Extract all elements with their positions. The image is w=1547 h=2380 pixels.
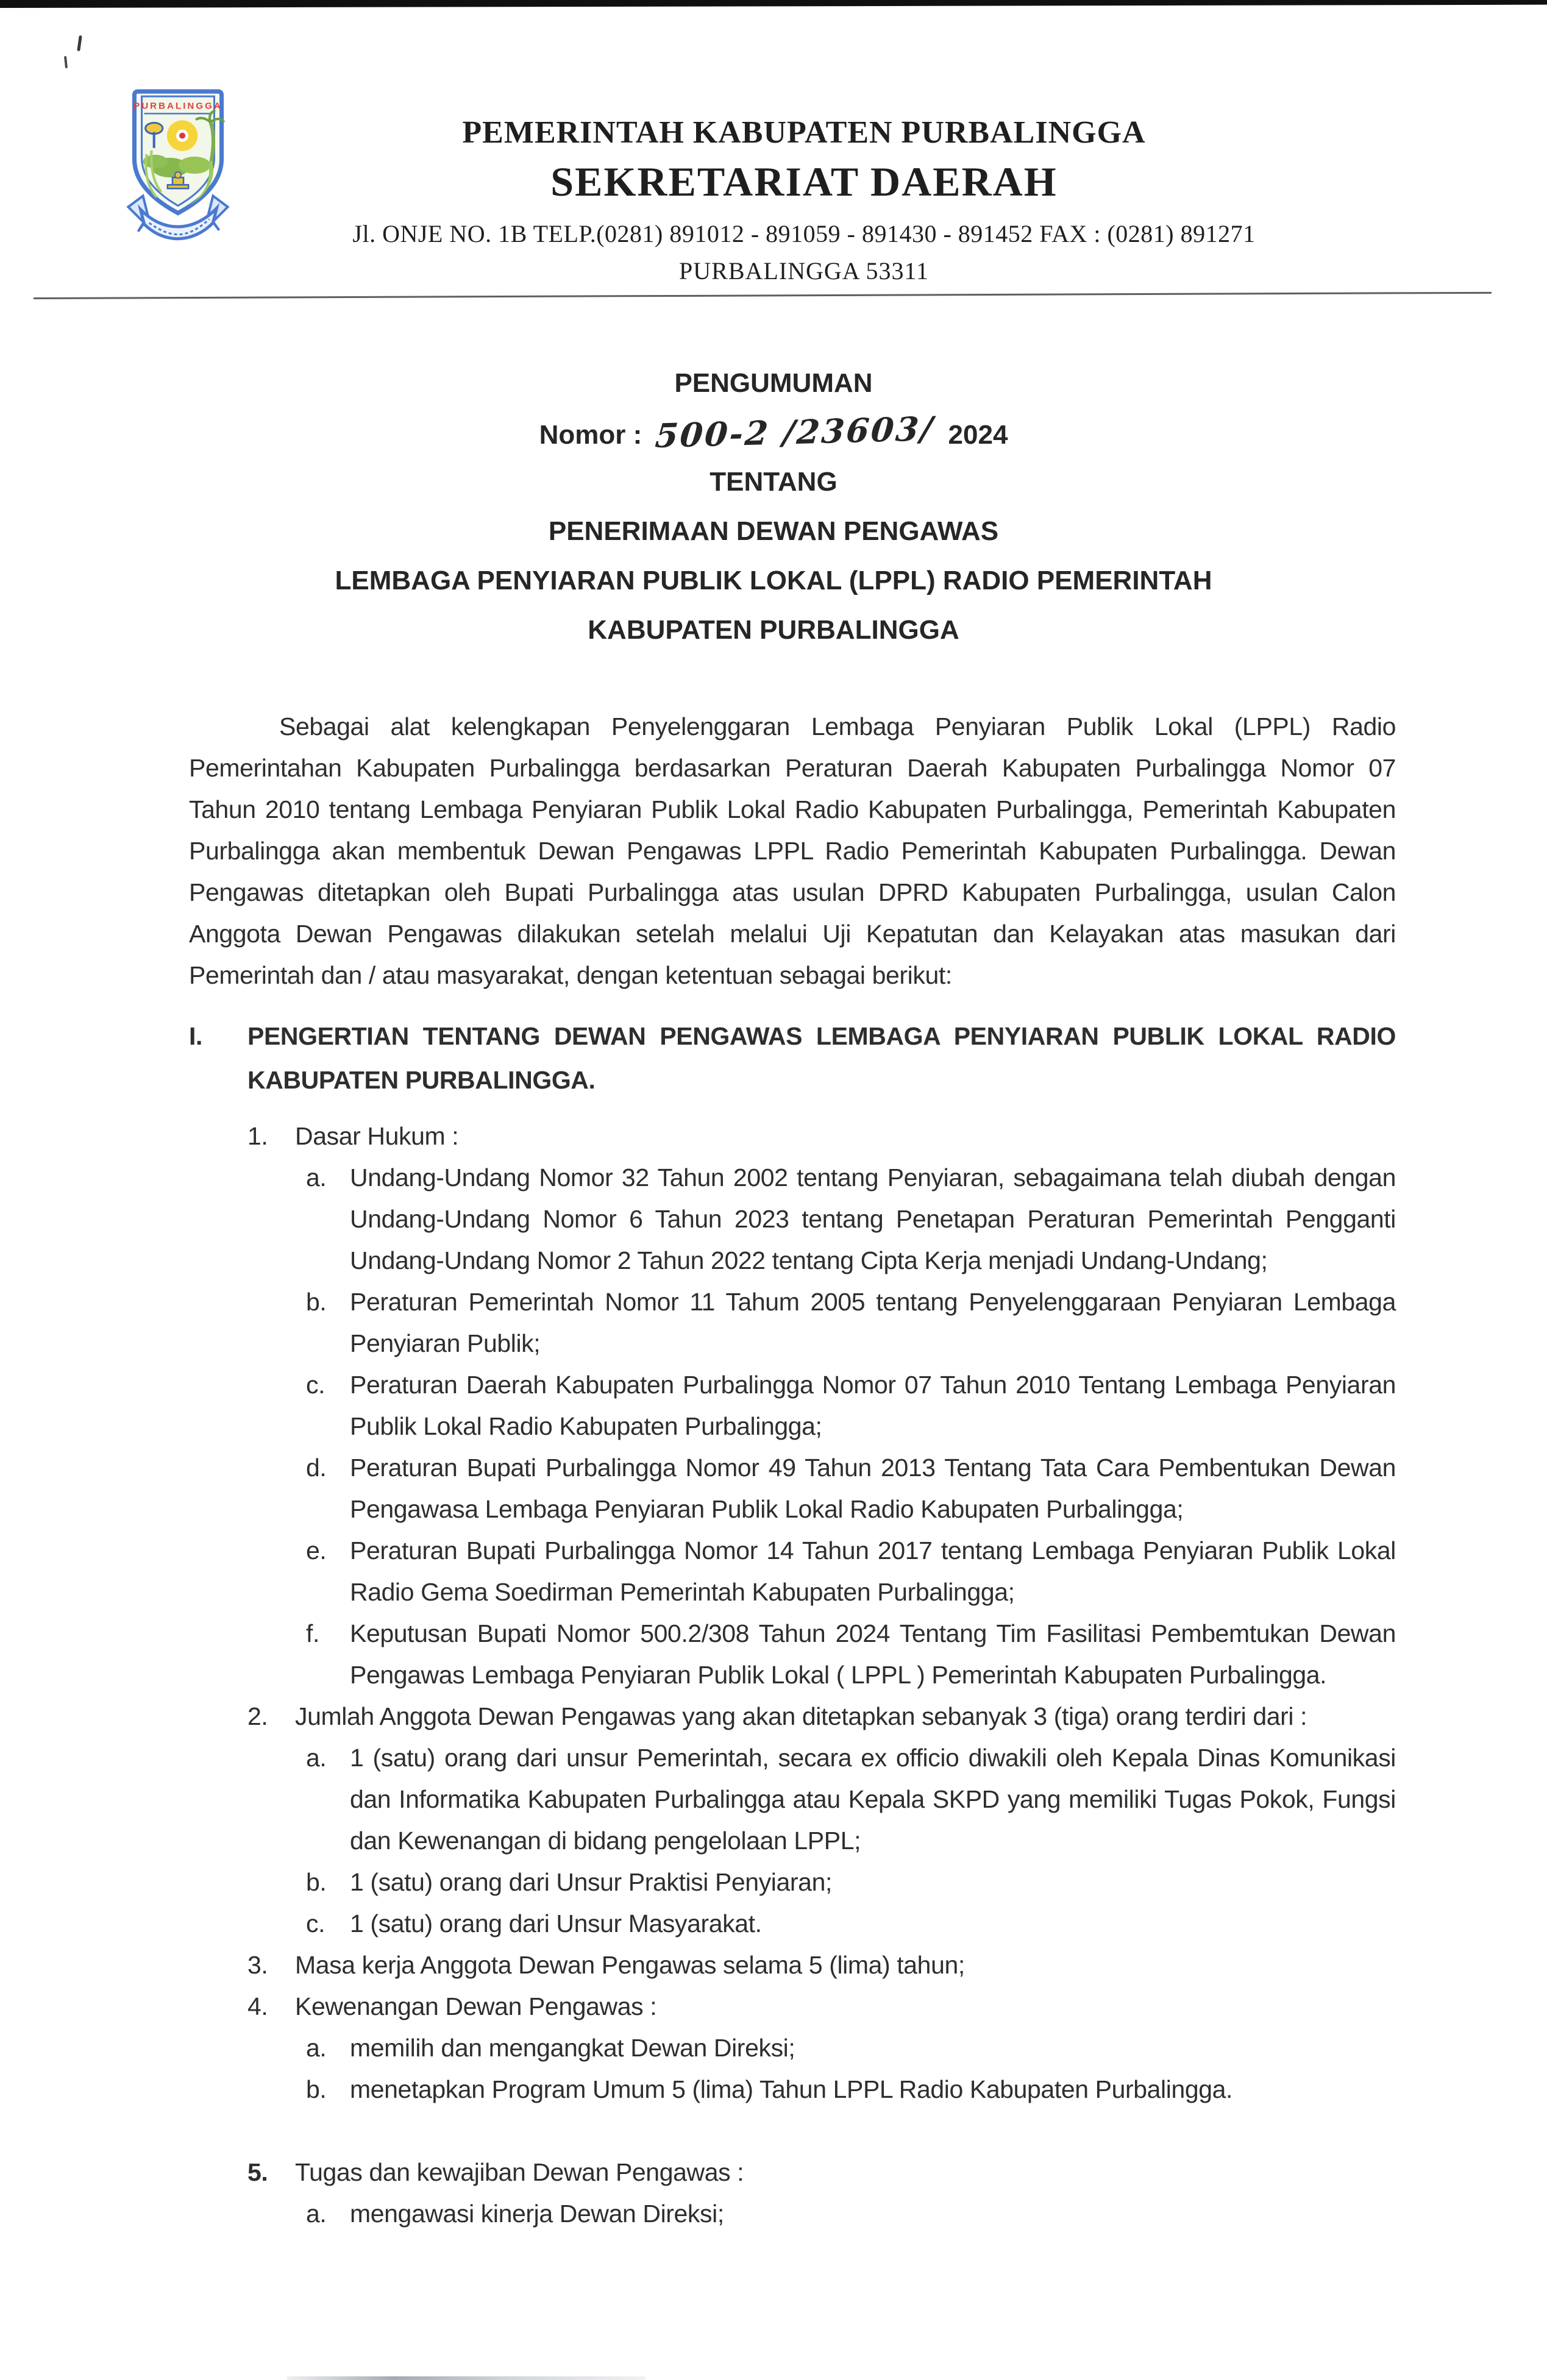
list-subitem [306,1364,1396,1447]
crest-banner-text: PURBALINGGA [133,101,222,112]
letterhead-government-line: PEMERINTAH KABUPATEN PURBALINGGA [462,115,1146,150]
list-subitem [306,1903,1396,1944]
scan-artifact-top-bar [0,0,1547,8]
purbalingga-crest-logo [119,87,236,245]
nomor-year: 2024 [948,420,1008,450]
list-item-text: Tugas dan kewajiban Dewan Pengawas : [295,2158,744,2186]
list-subitem-text: Peraturan Bupati Purbalingga Nomor 14 Tahun 2017 tentang Lembaga Penyiaran Publik Lokal Radio Gema Soedirman Pemerintah Kabupaten Purbalingga; [350,1536,1396,1606]
list-subitem-text: Peraturan Pemerintah Nomor 11 Tahum 2005 tentang Penyelenggaraan Penyiaran Lembaga Penyiaran Publik; [350,1288,1396,1357]
list-item-text: Masa kerja Anggota Dewan Pengawas selama 5 (lima) tahun; [295,1951,965,1979]
list-subitem-text: mengawasi kinerja Dewan Direksi; [350,2200,724,2228]
list-item-label: 3. [247,1951,268,1979]
list-subitem-label: a. [306,1163,327,1192]
list-subitem-text: Keputusan Bupati Nomor 500.2/308 Tahun 2024 Tentang Tim Fasilitasi Pembemtukan Dewan Pengawas Lembaga Penyiaran Publik Lokal ( LPPL ) Pemerintah Kabupaten Purbalingga. [350,1619,1396,1689]
list-subitem-label: d. [306,1454,327,1482]
section-1 [189,1014,1396,2234]
list-item [247,2151,1396,2193]
letterhead-address-line: Jl. ONJE NO. 1B TELP.(0281) 891012 - 891059 - 891430 - 891452 FAX : (0281) 891271 [352,220,1256,247]
scan-artifact-mark [64,56,68,68]
list-item-text: Dasar Hukum : [295,1122,459,1150]
list-subitem-text: menetapkan Program Umum 5 (lima) Tahun LPPL Radio Kabupaten Purbalingga. [350,2075,1233,2103]
list-subitem-label: a. [306,1744,327,1772]
letterhead-secretariat-line: SEKRETARIAT DAERAH [550,158,1058,205]
list-subitem-label: c. [306,1371,325,1399]
list-item [247,1986,1396,2027]
list-item-label: 5. [247,2158,268,2186]
list-subitem-text: Peraturan Daerah Kabupaten Purbalingga Nomor 07 Tahun 2010 Tentang Lembaga Penyiaran Publik Lokal Radio Kabupaten Purbalingga; [350,1371,1396,1440]
list-subitem [306,1530,1396,1613]
list-subitem [306,2193,1396,2234]
list-subitem-label: e. [306,1536,327,1565]
section-1-heading-line-1: PENGERTIAN TENTANG DEWAN PENGAWAS LEMBAGA PENYIARAN PUBLIK LOKAL RADIO [247,1022,1396,1050]
list-item-label: 4. [247,1992,268,2020]
list-item [247,1696,1396,1737]
scan-artifact-bottom-smudge [286,2376,646,2380]
title-block [0,358,1547,655]
nomor-handwritten-value: 500-2 /23603/ [654,408,936,456]
subject-line-1: PENERIMAAN DEWAN PENGAWAS [548,516,999,546]
list-subitem-text: Peraturan Bupati Purbalingga Nomor 49 Tahun 2013 Tentang Tata Cara Pembentukan Dewan Pengawasa Lembaga Penyiaran Publik Lokal Radio Kabupaten Purbalingga; [350,1454,1396,1523]
list-subitem [306,1157,1396,1281]
subject-line-3: KABUPATEN PURBALINGGA [588,615,959,645]
list-item-label: 2. [247,1702,268,1730]
nomor-label: Nomor : [539,420,642,450]
list-subitem-text: Undang-Undang Nomor 32 Tahun 2002 tentang Penyiaran, sebagaimana telah diubah dengan Undang-Undang Nomor 6 Tahun 2023 tentang Penetapan Peraturan Pemerintah Pengganti Undang-Undang Nomor 2 Tahun 2022 tentang Cipta Kerja menjadi Undang-Undang; [350,1163,1396,1274]
section-1-numeral: I. [189,1022,202,1050]
intro-paragraph: Sebagai alat kelengkapan Penyelenggaran Lembaga Penyiaran Publik Lokal (LPPL) Radio Pemerintahan Kabupaten Purbalingga berdasarkan Peraturan Daerah Kabupaten Purbalingga Nomor 07 Tahun 2010 tentang Lembaga Penyiaran Publik Lokal Radio Kabupaten Purbalingga, Pemerintah Kabupaten Purbalingga akan membentuk Dewan Pengawas LPPL Radio Pemerintah Kabupaten Purbalingga. Dewan Pengawas ditetapkan oleh Bupati Purbalingga atas usulan DPRD Kabupaten Purbalingga, usulan Calon Anggota Dewan Pengawas dilakukan setelah melalui Uji Kepatutan dan Kelayakan atas masukan dari Pemerintah dan / atau masyarakat, dengan ketentuan sebagai berikut: [189,712,1396,989]
list-subitem-label: b. [306,1868,327,1896]
list-subitem [306,1737,1396,1861]
list-subitem [306,2027,1396,2069]
list-item-text: Kewenangan Dewan Pengawas : [295,1992,657,2020]
tentang-label: TENTANG [709,467,838,497]
list-item [247,1115,1396,1157]
list-subitem-label: b. [306,1288,327,1316]
list-subitem [306,1613,1396,1696]
list-subitem-text: 1 (satu) orang dari Unsur Praktisi Penyiaran; [350,1868,832,1896]
section-items [189,1115,1396,2234]
list-item-label: 1. [247,1122,268,1150]
letterhead [0,85,1547,285]
section-1-heading [189,1014,1396,1102]
section-1-heading-line-2: KABUPATEN PURBALINGGA. [247,1066,596,1094]
list-subitem-label: b. [306,2075,327,2103]
list-subitem [306,2069,1396,2110]
list-item [247,1944,1396,1986]
list-subitem-label: f. [306,1619,319,1647]
letterhead-divider-rule [34,292,1492,299]
announcement-title: PENGUMUMAN [674,368,873,398]
list-subitem-text: memilih dan mengangkat Dewan Direksi; [350,2034,795,2062]
list-subitem [306,1861,1396,1903]
list-subitem-label: c. [306,1909,325,1938]
list-item-text: Jumlah Anggota Dewan Pengawas yang akan ditetapkan sebanyak 3 (tiga) orang terdiri dari : [295,1702,1307,1730]
list-subitem [306,1281,1396,1364]
letterhead-postal-line: PURBALINGGA 53311 [679,257,929,285]
list-subitem-text: 1 (satu) orang dari unsur Pemerintah, secara ex officio diwakili oleh Kepala Dinas Komunikasi dan Informatika Kabupaten Purbalingga atau Kepala SKPD yang memiliki Tugas Pokok, Fungsi dan Kewenangan di bidang pengelolaan LPPL; [350,1744,1396,1855]
list-subitem [306,1447,1396,1530]
subject-line-2: LEMBAGA PENYIARAN PUBLIK LOKAL (LPPL) RADIO PEMERINTAH [335,566,1212,595]
document-number-line [0,408,1547,457]
list-subitem-label: a. [306,2034,327,2062]
list-subitem-label: a. [306,2200,327,2228]
list-subitem-text: 1 (satu) orang dari Unsur Masyarakat. [350,1909,762,1938]
scan-artifact-mark [77,35,82,51]
